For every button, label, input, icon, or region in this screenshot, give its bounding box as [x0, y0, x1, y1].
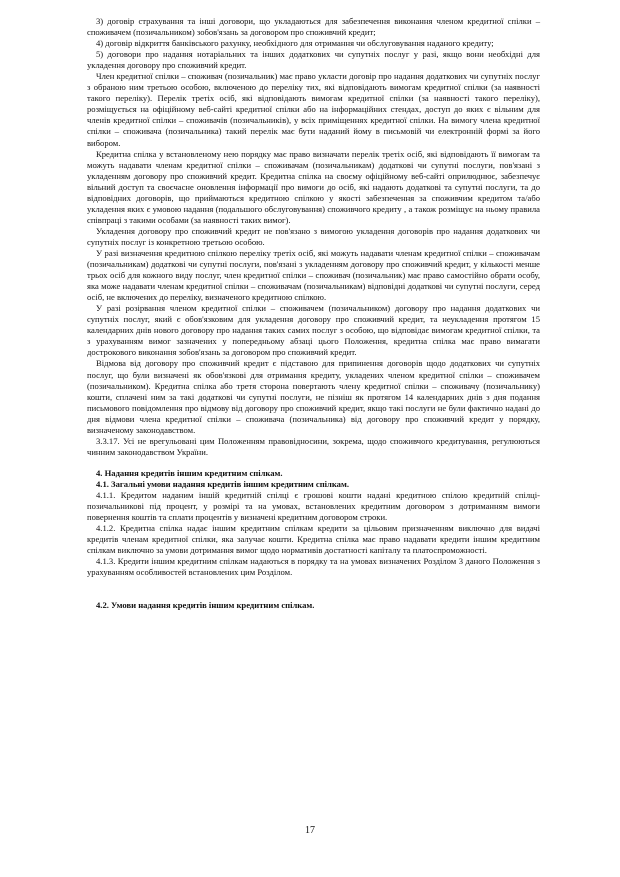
paragraph: Член кредитної спілки – споживач (позичальник) має право укласти договір про надання додаткових чи супутніх послуг з обраною ним третьою особою, включеною до переліку тих, які відповідають вимогам кредитної спілки (за наявності такого переліку). Перелік третіх осіб, які відповідають вимогам кредитної спілки (за наявності такого переліку), розміщується на офіційному веб-сайті кредитної спілки або на інформаційних стендах, доступ до яких є вільним для членів кредитної спілки – споживачів (позичальників), у всіх приміщеннях кредитної спілки. На вимогу члена кредитної спілки – споживача (позичальника) такий перелік має бути наданий йому в письмовій чи електронній формі за його вибором. [87, 71, 540, 148]
paragraph: 4.1.2. Кредитна спілка надає іншим кредитним спілкам кредити за цільовим призначенням виключно для видачі кредитів членам кредитної спілки, яка залучає кошти. Кредитна спілка має право надавати кредити іншим кредитним спілкам виключно за умови дотримання вимог щодо нормативів достатності капіталу та платоспроможності. [87, 523, 540, 556]
subsection-heading: 4.2. Умови надання кредитів іншим кредитним спілкам. [96, 600, 315, 611]
page-content [87, 16, 540, 611]
paragraph: 4.1.3. Кредити іншим кредитним спілкам надаються в порядку та на умовах визначених Розділом 3 даного Положення з урахуванням особливостей встановлених цим Розділом. [87, 556, 540, 578]
paragraph: У разі розірвання членом кредитної спілки – споживачем (позичальником) договору про надання додаткових чи супутніх послуг, який є обов'язковим для укладення договору про споживчий кредит, та неукладення протягом 15 календарних днів нового договору про надання таких самих послуг з особою, що відповідає вимогам кредитної спілки, та з урахуванням вимог зазначених у попередньому абзаці цього Положення, кредитна спілка має право вимагати дострокового виконання зобов'язань за договором про споживчий кредит. [87, 303, 540, 358]
section-heading: 4. Надання кредитів іншим кредитним спілкам. [96, 467, 283, 478]
page-number: 17 [305, 825, 315, 836]
paragraph: Відмова від договору про споживчий кредит є підставою для припинення договорів щодо додаткових чи супутніх послуг, що були визначені як обов'язкові для отримання кредиту, укладених членом кредитної спілки – споживачем (позичальником). Кредитна спілка або третя сторона повертають члену кредитної спілки – споживачу (позичальнику) кошти, сплачені ним за такі додаткові чи супутні послуги, не пізніш як протягом 14 календарних днів з дня подання письмового повідомлення про відмову від договору про споживчий кредит, якщо такі послуги не були фактично надані до дня відмови члена кредитної спілки – споживача (позичальника) від договору про споживчий кредит у порядку, визначеному законодавством. [87, 358, 540, 435]
paragraph: 3.3.17. Усі не врегульовані цим Положенням правовідносини, зокрема, щодо споживчого кредитування, регулюються чинним законодавством України. [87, 435, 540, 457]
paragraph: 4.1.1. Кредитом наданим іншій кредитній спілці є грошові кошти надані кредитною спілою кредитній спілці-позичальникові під процент, у розмірі та на умовах, встановлених кредитним договором з дотриманням вимоги повернення коштів та сплати процентів у визначені кредитним договором строки. [87, 489, 540, 523]
subsection-heading: 4.1. Загальні умови надання кредитів іншим кредитним спілкам. [96, 478, 349, 489]
paragraph: 5) договори про надання нотаріальних та інших додаткових чи супутніх послуг у разі, якщо вони необхідні для укладення договору про споживчий кредит. [87, 49, 540, 71]
paragraph: 4) договір відкриття банківського рахунку, необхідного для отримання чи обслуговування наданого кредиту; [96, 38, 494, 49]
paragraph: Укладення договору про споживчий кредит не пов'язано з вимогою укладення договорів про надання додаткових чи супутніх послуг із конкретною третьою особою. [87, 225, 540, 247]
paragraph: 3) договір страхування та інші договори, що укладаються для забезпечення виконання членом кредитної спілки – споживачем (позичальником) зобов'язань за договором про споживчий кредит; [87, 16, 540, 38]
paragraph: У разі визначення кредитною спілкою переліку третіх осіб, які можуть надавати членам кредитної спілки – споживачам (позичальникам) додаткові чи супутні послуги, пов'язані з укладенням договору про споживчий кредит, у кількості менше трьох осіб для кожного виду послуг, член кредитної спілки – споживач (позичальник) має право самостійно обрати особу, яка може надавати членам кредитної спілки – споживачам (позичальникам) відповідні додаткові чи супутні послуги, серед осіб, не включених до переліку, визначеного кредитною спілкою. [87, 247, 540, 303]
paragraph: Кредитна спілка у встановленому нею порядку має право визначати перелік третіх осіб, які відповідають її вимогам та можуть надавати членам кредитної спілки – споживачам (позичальникам) додаткові чи супутні послуги, пов'язані з укладенням договору про споживчий кредит. Кредитна спілка на своєму офіційному веб-сайті оприлюднює, забезпечує вільний доступ та своєчасне оновлення інформації про вимоги до осіб, які надають додаткові та супутні послуги, та до відповідних договорів, що приймаються кредитною спілкою у якості забезпечення за споживчим кредитом та/або укладення яких є умовою надання (подальшого обслуговування) споживчого кредиту , а також розміщує на ньому правила співпраці з такими особами (за наявності таких вимог). [87, 148, 540, 225]
